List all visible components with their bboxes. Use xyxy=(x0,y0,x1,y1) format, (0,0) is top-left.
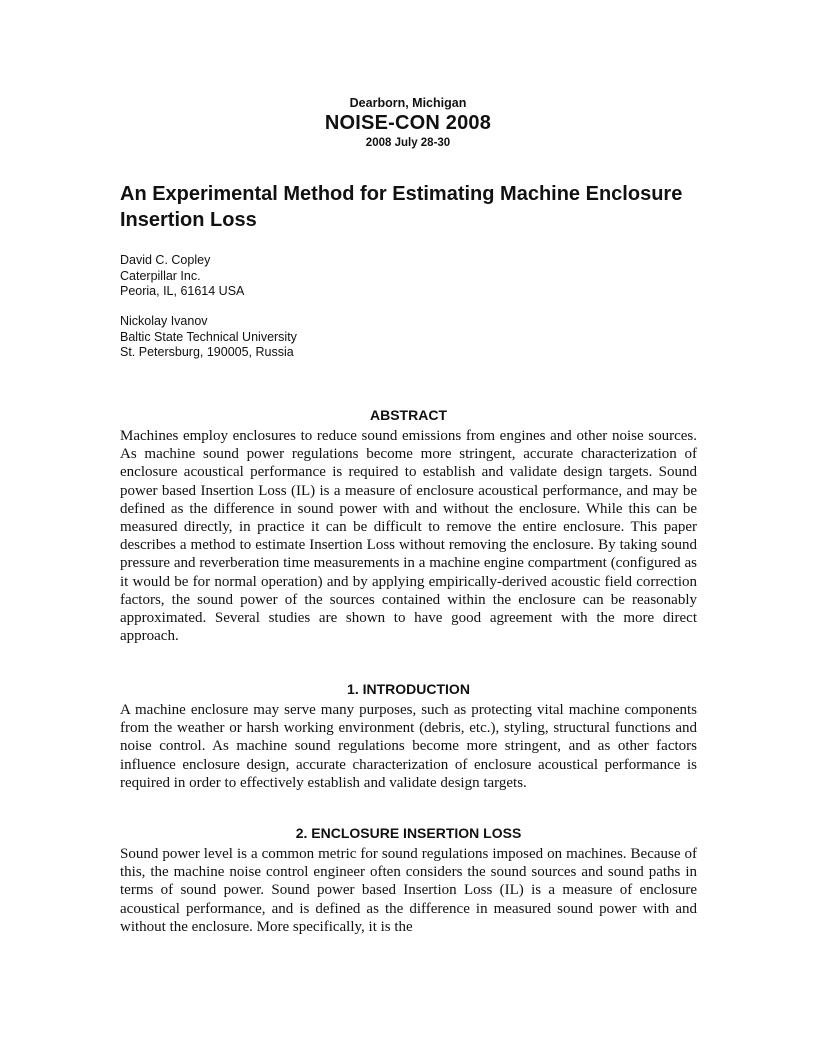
author-address: St. Petersburg, 190005, Russia xyxy=(120,345,294,359)
abstract-text: Machines employ enclosures to reduce sound emissions from engines and other noise sources. As machine sound power regulations become more stringent, accurate characterization of enclosure acoustical performance is required to establish and validate design targets. Sound power based Insertion Loss (IL) is a measure of enclosure acoustical performance, and may be defined as the difference in sound power with and without the enclosure. While this can be measured directly, in practice it can be difficult to remove the entire enclosure. This paper describes a method to estimate Insertion Loss without removing the enclosure. By taking sound pressure and reverberation time measurements in a machine engine compartment (configured as it would be for normal operation) and by applying empirically-derived acoustic field correction factors, the sound power of the sources contained within the enclosure can be reasonably approximated. Several studies are shown to have good agreement with the more direct approach. xyxy=(120,428,697,645)
author-affiliation: Baltic State Technical University xyxy=(120,329,297,344)
introduction-text: A machine enclosure may serve many purposes, such as protecting vital machine components from the weather or harsh working environment (debris, etc.), styling, structural functions and noise control. As machine sound regulations become more stringent, and as other factors influence enclosure design, accurate characterization of enclosure acoustical performance is required in order to effectively establish and validate design targets. xyxy=(120,702,697,791)
conference-name: NOISE-CON 2008 xyxy=(324,112,492,134)
conference-location: Dearborn, Michigan xyxy=(349,96,467,110)
introduction-heading: 1. INTRODUCTION xyxy=(347,681,470,697)
author-name: David C. Copley xyxy=(120,253,211,267)
author-block-1 xyxy=(120,253,244,300)
author-affiliation: Caterpillar Inc. xyxy=(120,268,201,283)
author-name: Nickolay Ivanov xyxy=(120,314,208,328)
abstract-heading: ABSTRACT xyxy=(370,407,447,423)
enclosure-insertion-loss-heading: 2. ENCLOSURE INSERTION LOSS xyxy=(295,825,522,841)
author-address: Peoria, IL, 61614 USA xyxy=(120,284,245,298)
paper-title: An Experimental Method for Estimating Machine Enclosure Insertion Loss xyxy=(120,183,683,231)
conference-dates: 2008 July 28-30 xyxy=(365,137,451,149)
author-block-2 xyxy=(120,314,297,361)
enclosure-insertion-loss-text: Sound power level is a common metric for sound regulations imposed on machines. Because of this, the machine noise control engineer often considers the sound sources and sound paths in terms of sound power. Sound power based Insertion Loss (IL) is a measure of enclosure acoustical performance, and is defined as the difference in measured sound power with and without the enclosure. More specifically, it is the xyxy=(120,846,697,935)
